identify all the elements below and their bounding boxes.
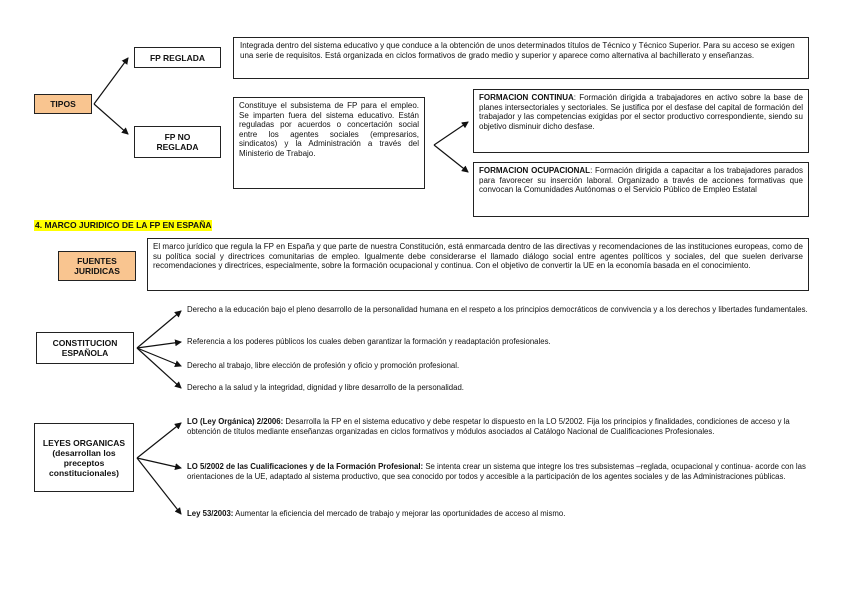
fp-no-reglada-description: Constituye el subsistema de FP para el empleo. Se imparten fuera del sistema educativo. Están reguladas por acuerdos o concertación social entre los agentes sociales (empresarios, sindicatos) y la Administración a través del Ministerio de Trabajo.: [233, 97, 425, 189]
formacion-ocupacional-box: FORMACION OCUPACIONAL: Formación dirigida a capacitar a los trabajadores parados para favorecer su inserción laboral. Organizado a través de acciones formativas que convocan la Comunidades Autónomas o el Servicio Público de Empleo Estatal: [473, 162, 809, 217]
section-heading: 4. MARCO JURIDICO DE LA FP EN ESPAÑA: [35, 220, 212, 230]
fuentes-juridicas-label: FUENTES JURIDICAS: [74, 256, 120, 276]
fuentes-juridicas-box: [58, 251, 136, 281]
constitucion-box: [36, 332, 134, 364]
ley-item-2: LO 5/2002 de las Cualificaciones y de la Formación Profesional: Se intenta crear un sistema que integre los tres subsistemas –reglada, ocupacional y continua- acorde con las orientaciones de la UE, adaptado al sistema productivo, que sea conocido por todos y accesible a la participación de los agentes sociales y de las Administraciones públicas.: [187, 462, 806, 481]
tipos-box: [34, 94, 92, 114]
fp-no-reglada-box: [134, 126, 221, 158]
fp-reglada-description: Integrada dentro del sistema educativo y que conduce a la obtención de unos determinados títulos de Técnico y Técnico Superior. Para su acceso se exigen una serie de requisitos. Está organizada en ciclos formativos de grado medio y superior y aparece como alternativa al bachillerato y enseñanzas.: [233, 37, 809, 79]
constitucion-label: CONSTITUCION ESPAÑOLA: [52, 338, 118, 358]
constitucion-item-4: Derecho a la salud y la integridad, dignidad y libre desarrollo de la personalidad.: [187, 383, 464, 392]
constitucion-item-1: Derecho a la educación bajo el pleno desarrollo de la personalidad humana en el respeto a los principios democráticos de convivencia y a los derechos y libertades fundamentales.: [187, 305, 808, 314]
leyes-organicas-box: [34, 423, 134, 492]
formacion-continua-box: FORMACION CONTINUA: Formación dirigida a trabajadores en activo sobre la base de planes intersectoriales y sectoriales. Se justifica por el desfase del capital de formación del trabajador y las competencias exigidas por el sector productivo correspondiente, siendo su objetivo disminuir dicho desfase.: [473, 89, 809, 153]
arrow-ley-1: [137, 423, 181, 458]
ley-item-3-title: Ley 53/2003:: [187, 509, 234, 518]
arrow-const-3: [137, 348, 181, 366]
fuentes-juridicas-text: El marco jurídico que regula la FP en España y que parte de nuestra Constitución, está enmarcada dentro de las directivas y recomendaciones de las instituciones europeas, como de su política social y directrices comunitarias de empleo. Igualmente debe considerarse el llamado diálogo social entre agentes políticos y sociales, del que suelen derivarse recomendaciones y directrices, especialmente, sobre la formación ocupacional y continua. Con el objetivo de convertir la UE en la economía basada en el conocimiento.: [147, 238, 809, 291]
ley-item-1: LO (Ley Orgánica) 2/2006: Desarrolla la FP en el sistema educativo y debe respetar lo dispuesto en la LO 5/2002. Fija los principios y finalidades, condiciones de acceso y la obtención de títulos mediante enseñanzas organizadas en ciclos formativos y módulos asociados al Catálogo Nacional de Cualificaciones Profesionales.: [187, 417, 790, 436]
tipos-label: TIPOS: [50, 99, 76, 109]
fp-reglada-label: FP REGLADA: [149, 52, 206, 63]
formacion-continua-title: FORMACION CONTINUA: [479, 93, 574, 102]
ley-item-1-title: LO (Ley Orgánica) 2/2006:: [187, 417, 284, 426]
formacion-ocupacional-title: FORMACION OCUPACIONAL: [479, 166, 591, 175]
arrow-tipos-no-reglada: [94, 104, 128, 134]
arrow-const-4: [137, 348, 181, 388]
arrow-continua: [434, 122, 468, 145]
fp-no-reglada-label: FP NO REGLADA: [156, 132, 199, 152]
fp-reglada-box: [134, 47, 221, 68]
ley-item-3: Ley 53/2003: Aumentar la eficiencia del mercado de trabajo y mejorar las oportunidades de acceso al mismo.: [187, 509, 566, 518]
constitucion-item-3: Derecho al trabajo, libre elección de profesión y oficio y promoción profesional.: [187, 361, 460, 370]
leyes-organicas-label: LEYES ORGANICAS (desarrollan los preceptos constitucionales): [42, 437, 126, 478]
arrow-tipos-reglada: [94, 58, 128, 104]
ley-item-2-title: LO 5/2002 de las Cualificaciones y de la Formación Profesional:: [187, 462, 424, 471]
arrow-ocupacional: [434, 145, 468, 172]
constitucion-item-2: Referencia a los poderes públicos los cuales deben garantizar la formación y readaptación profesionales.: [187, 337, 551, 346]
